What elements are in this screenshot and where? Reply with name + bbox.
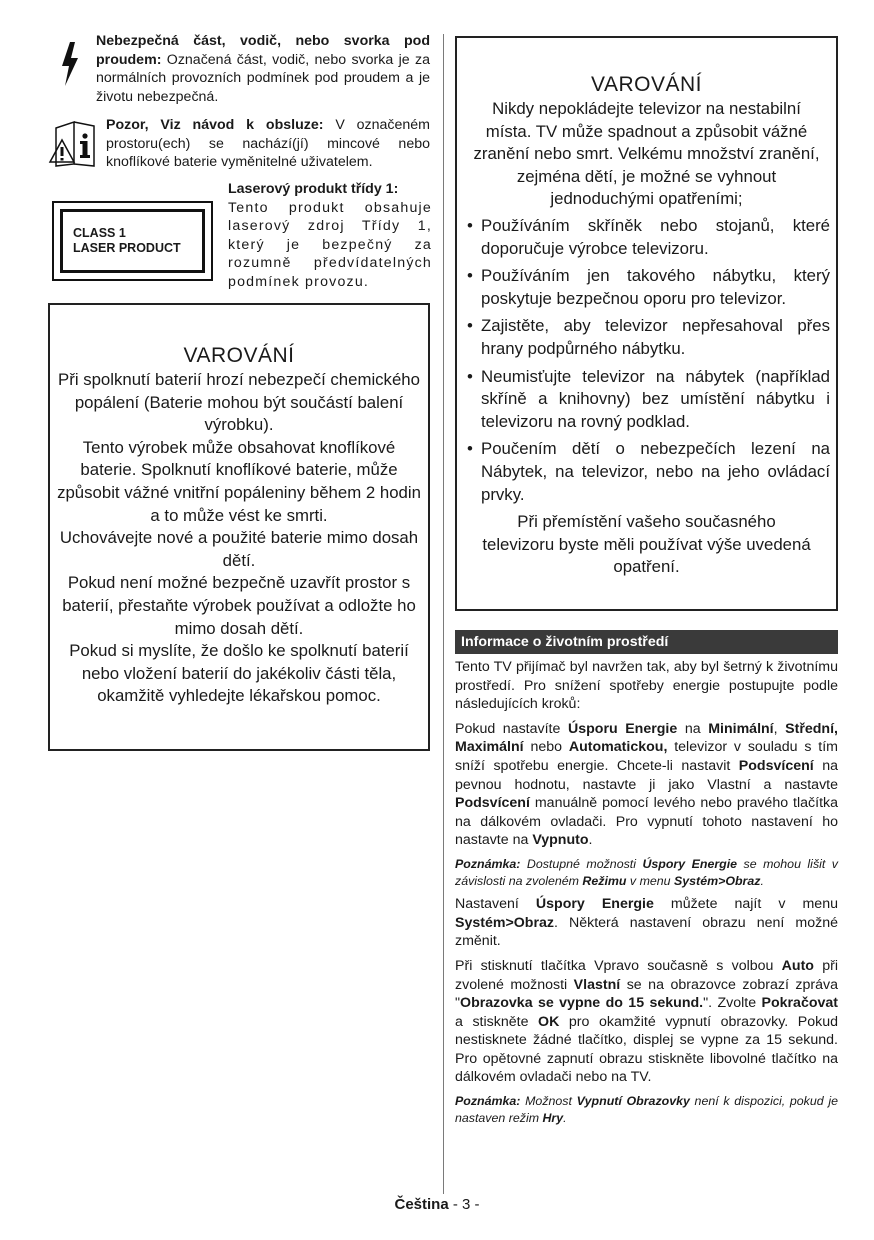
- laser-notice-text: Tento produkt obsahuje laserový zdroj Třídy 1, který je bezpečný za rozumně předvídatelných podmínek provozu.: [228, 199, 432, 290]
- environment-note-2: Poznámka: Možnost Vypnutí Obrazovky není k dispozici, pokud je nastaven režim Hry.: [455, 1094, 838, 1125]
- stability-bullet-list: [463, 215, 830, 506]
- footer-language: Čeština: [394, 1196, 449, 1213]
- manual-notice-title: Pozor, Viz návod k obsluze:: [106, 117, 324, 133]
- environment-paragraph-2: Nastavení Úspory Energie můžete najít v menu Systém>Obraz. Některá nastavení obrazu není možné změnit.: [455, 896, 838, 950]
- laser-label-line1: CLASS 1: [73, 226, 126, 240]
- battery-warning-p2: Tento výrobek může obsahovat knoflíkové baterie. Spolknutí knoflíkové baterie, může způsobit vážné vnitřní popáleniny během 2 hodin a to může vést ke smrti.: [57, 437, 421, 525]
- column-divider: [443, 34, 444, 1194]
- battery-warning-p1: Při spolknutí baterií hrozí nebezpečí chemického popálení (Baterie mohou být součástí balení výrobku).: [58, 370, 420, 435]
- electric-hazard-text: Označená část, vodič, nebo svorka je za normálních provozních podmínek pod proudem a je životu nebezpečná.: [96, 51, 430, 105]
- battery-warning-title: VAROVÁNÍ: [183, 344, 295, 367]
- laser-notice: [228, 180, 432, 292]
- electric-hazard-notice: [96, 32, 430, 106]
- laser-notice-title: Laserový produkt třídy 1:: [228, 181, 399, 197]
- battery-warning-p3: Uchovávejte nové a použité baterie mimo dosah dětí.: [59, 528, 419, 570]
- manual-notice: [106, 116, 430, 172]
- stability-warning-title: VAROVÁNÍ: [591, 73, 702, 96]
- page-footer: [0, 1196, 874, 1213]
- laser-label-line2: LASER PRODUCT: [73, 241, 181, 255]
- stability-warning-lead: Nikdy nepokládejte televizor na nestabilní místa. TV může spadnout a způsobit vážné zranění nebo smrt. Velkému množství zranění, zejména dětí, je možné se vyhnout jednoduchými opatřeními;: [473, 99, 820, 209]
- list-item: • Používáním skříněk nebo stojanů, které doporučuje výrobce televizoru.: [463, 215, 830, 260]
- list-item: • Poučením dětí o nebezpečích lezení na Nábytek, na televizor, nebo na jeho ovládací prvky.: [463, 438, 830, 506]
- laser-class-label: [52, 201, 213, 281]
- environment-paragraph-3: Při stisknutí tlačítka Vpravo současně s volbou Auto při zvolené možnosti Vlastní se na obrazovce zobrazí zpráva "Obrazovka se vypne do 15 sekund.". Zvolte Pokračovat a stiskněte OK pro okamžité vypnutí obrazovky. Pokud nestisknete žádné tlačítko, displej se vypne za 15 sekund. Pro opětovné zapnutí obrazu stiskněte libovolné tlačítko na dálkovém ovladači nebo na TV.: [455, 957, 839, 1086]
- environment-section: [455, 658, 838, 1132]
- read-manual-icon: [48, 118, 100, 168]
- list-item: • Neumisťujte televizor na nábytek (například skříně a knihovny) bez umístění nábytku i televizoru na rovný podklad.: [463, 366, 830, 434]
- battery-warning-p5: Pokud si myslíte, že došlo ke spolknutí baterií nebo vložení baterií do jakékoliv části těla, okamžitě vyhledejte lékařskou pomoc.: [69, 641, 409, 706]
- electric-hazard-title: Nebezpečná část, vodič, nebo svorka pod proudem:: [96, 33, 430, 68]
- environment-intro: Tento TV přijímač byl navržen tak, aby byl šetrný k životnímu prostředí. Pro snížení spotřeby energie postupujte podle následujících kroků:: [455, 659, 838, 713]
- stability-warning-closing: Při přemístění vašeho současného televizoru byste měli používat výše uvedená opatření.: [482, 512, 811, 577]
- list-item: • Používáním jen takového nábytku, který poskytuje bezpečnou oporu pro televizor.: [463, 265, 830, 310]
- battery-warning-p4: Pokud není možné bezpečně uzavřít prostor s baterií, přestaňte výrobek používat a odložte ho mimo dosah dětí.: [62, 573, 416, 638]
- page-number: - 3 -: [448, 1196, 480, 1213]
- battery-warning-box: [48, 303, 430, 751]
- environment-note-1: Poznámka: Dostupné možnosti Úspory Energie se mohou lišit v závislosti na zvoleném Režimu v menu Systém>Obraz.: [455, 856, 838, 888]
- environment-section-header: Informace o životním prostředí: [455, 630, 838, 654]
- list-item: • Zajistěte, aby televizor nepřesahoval přes hrany podpůrného nábytku.: [463, 315, 830, 360]
- stability-warning-box: [455, 36, 838, 611]
- manual-notice-text: V označeném prostoru(ech) se nachází(jí) mincové nebo knoflíkové baterie vyměnitelné uživatelem.: [106, 117, 430, 171]
- lightning-bolt-icon: [56, 40, 84, 88]
- environment-paragraph-1: Pokud nastavíte Úsporu Energie na Minimální, Střední, Maximální nebo Automatickou, televizor v souladu s tím sníží spotřebu energie. Chcete-li nastavit Podsvícení na pevnou hodnotu, nastavte ji jako Vlastní a nastavte Podsvícení manuálně pomocí levého nebo pravého tlačítka na dálkovém ovladači. Pro vypnutí tohoto nastavení ho nastavte na Vypnuto.: [455, 720, 839, 849]
